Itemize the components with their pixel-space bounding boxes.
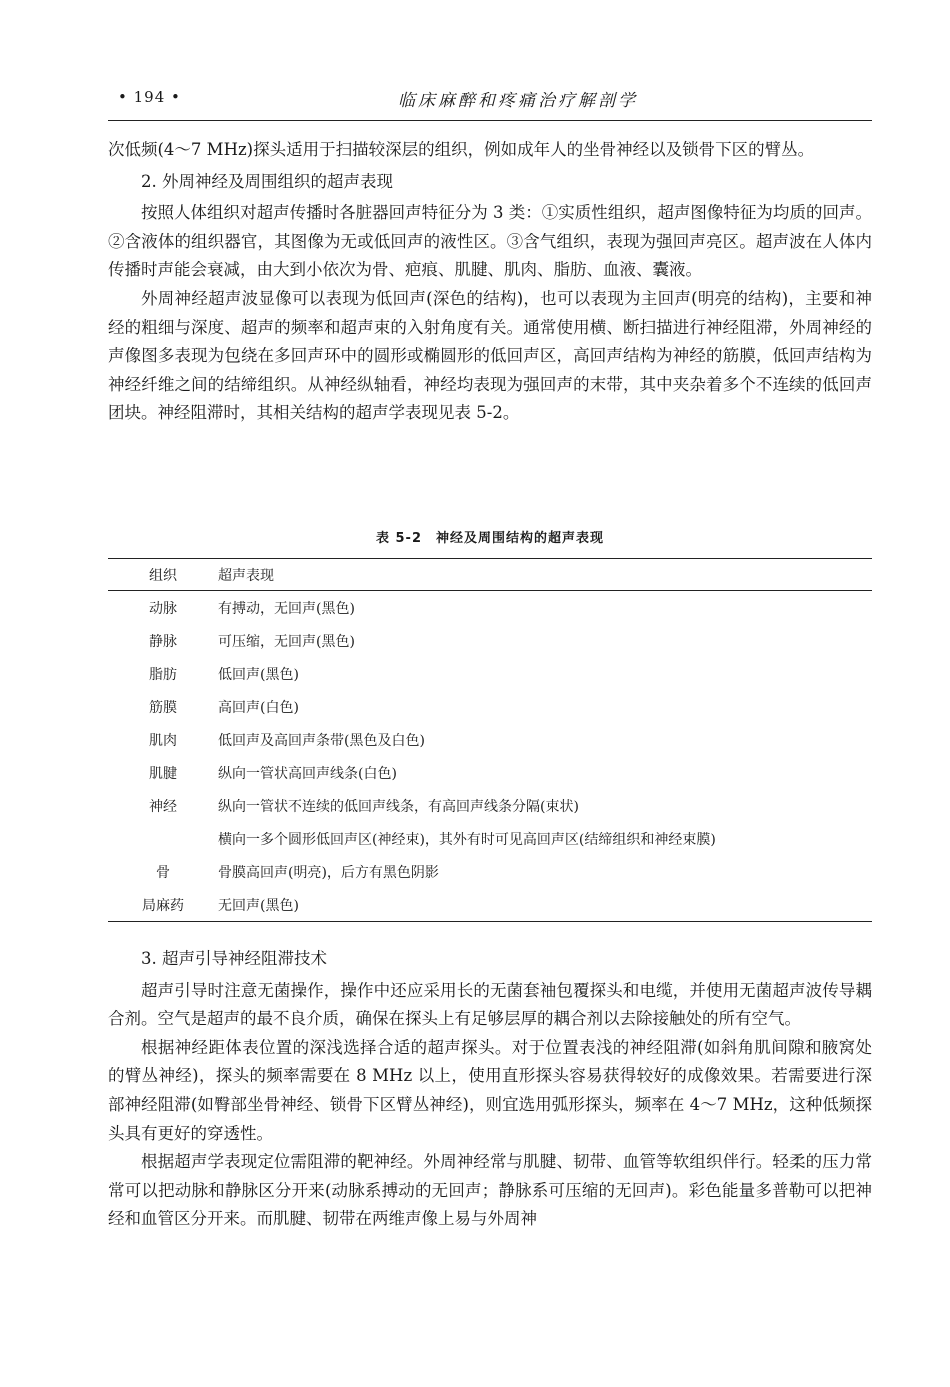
table-row	[108, 888, 872, 922]
table-title: 表 5-2 神经及周围结构的超声表现	[375, 531, 604, 546]
tissue-cell	[108, 822, 218, 855]
appearance-cell: 纵向一管状高回声线条(白色)	[218, 765, 397, 782]
table-row	[108, 723, 872, 756]
appearance-cell: 可压缩，无回声(黑色)	[218, 633, 355, 650]
appearance-cell: 低回声(黑色)	[218, 666, 299, 683]
paragraph: 根据超声学表现定位需阻滞的靶神经。外周神经常与肌腱、韧带、血管等软组织伴行。轻柔的压力常常可以把动脉和静脉区分开来(动脉系搏动的无回声；静脉系可压缩的无回声)。彩色能量多普勒可以把神经和血管区分开来。而肌腱、韧带在两维声像上易与外周神	[108, 1152, 872, 1229]
table-row	[108, 789, 872, 822]
tissue-cell: 局麻药	[142, 897, 184, 914]
page-header	[108, 86, 872, 114]
header-tissue: 组织	[149, 567, 177, 584]
table-row	[108, 756, 872, 789]
header-appearance: 超声表现	[218, 567, 274, 584]
tissue-cell: 肌肉	[149, 732, 177, 749]
appearance-cell: 纵向一管状不连续的低回声线条，有高回声线条分隔(束状)	[218, 798, 579, 815]
appearance-cell: 有搏动，无回声(黑色)	[218, 600, 355, 617]
table-row	[108, 624, 872, 657]
table-header-row	[108, 559, 872, 591]
appearance-cell: 无回声(黑色)	[218, 897, 299, 914]
tissue-cell: 脂肪	[149, 666, 177, 683]
bottom-body-text	[108, 942, 872, 1234]
top-body-text	[108, 136, 872, 428]
paragraph: 超声引导时注意无菌操作，操作中还应采用长的无菌套袖包覆探头和电缆，并使用无菌超声波传导耦合剂。空气是超声的最不良介质，确保在探头上有足够层厚的耦合剂以去除接触处的所有空气。	[108, 980, 872, 1029]
table-row	[108, 591, 872, 625]
appearance-cell: 骨膜高回声(明亮)，后方有黑色阴影	[218, 864, 439, 881]
paragraph: 根据神经距体表位置的深浅选择合适的超声探头。对于位置表浅的神经阻滞(如斜角肌间隙和腋窝处的臂丛神经)，探头的频率需要在 8 MHz 以上，使用直形探头容易获得较好的成像效果。若需要进行深部神经阻滞(如臀部坐骨神经、锁骨下区臂丛神经)，则宜选用弧形探头，频率在 4～7 MHz，这种低频探头具有更好的穿透性。	[108, 1037, 872, 1143]
tissue-cell: 神经	[149, 798, 177, 815]
tissue-cell: 骨	[156, 864, 170, 881]
section-heading-3: 3. 超声引导神经阻滞技术	[141, 949, 327, 968]
paragraph-continuation: 次低频(4～7 MHz)探头适用于扫描较深层的组织，例如成年人的坐骨神经以及锁骨下区的臂丛。	[108, 140, 815, 159]
tissue-cell: 动脉	[149, 600, 177, 617]
appearance-cell: 低回声及高回声条带(黑色及白色)	[218, 732, 425, 749]
tissue-cell: 静脉	[149, 633, 177, 650]
table-row	[108, 690, 872, 723]
table-row	[108, 822, 872, 855]
appearance-cell: 高回声(白色)	[218, 699, 299, 716]
page-number: • 194 •	[118, 88, 181, 106]
paragraph: 按照人体组织对超声传播时各脏器回声特征分为 3 类：①实质性组织，超声图像特征为均质的回声。②含液体的组织器官，其图像为无或低回声的液性区。③含气组织，表现为强回声亮区。超声波在人体内传播时声能会衰减，由大到小依次为骨、疤痕、肌腱、肌肉、脂肪、血液、囊液。	[108, 203, 872, 280]
ultrasound-table	[108, 558, 872, 922]
appearance-cell: 横向一多个圆形低回声区(神经束)，其外有时可见高回声区(结缔组织和神经束膜)	[218, 831, 716, 848]
tissue-cell: 肌腱	[149, 765, 177, 782]
paragraph: 外周神经超声波显像可以表现为低回声(深色的结构)，也可以表现为主回声(明亮的结构)，主要和神经的粗细与深度、超声的频率和超声束的入射角度有关。通常使用横、断扫描进行神经阻滞，外周神经的声像图多表现为包绕在多回声环中的圆形或椭圆形的低回声区，高回声结构为神经的筋膜，低回声结构为神经纤维之间的结缔组织。从神经纵轴看，神经均表现为强回声的末带，其中夹杂着多个不连续的低回声团块。神经阻滞时，其相关结构的超声学表现见表 5-2。	[108, 288, 872, 423]
table-row	[108, 657, 872, 690]
section-heading-2: 2. 外周神经及周围组织的超声表现	[141, 171, 393, 191]
running-title: 临床麻醉和疼痛治疗解剖学	[398, 91, 638, 111]
table-row	[108, 855, 872, 888]
tissue-cell: 筋膜	[149, 699, 177, 716]
header-rule	[108, 120, 872, 121]
